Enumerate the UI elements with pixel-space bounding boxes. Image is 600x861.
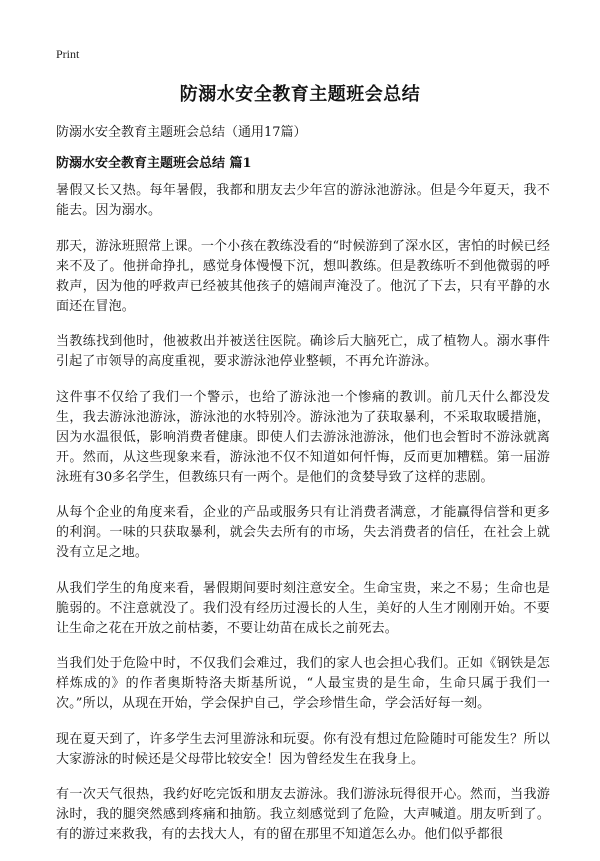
paragraph-9: 有一次天气很热，我约好吃完饭和朋友去游泳。我们游泳玩得很开心。然而，当我游泳时，我的腿突然感到疼痛和抽筋。我立刻感觉到了危险，大声喊道。朋友听到了。有的游过来救我，有的去找大人，有的留在那里不知道怎么办。他们似乎都很 [56, 787, 550, 842]
article-body [56, 181, 550, 861]
paragraph-8: 现在夏天到了，许多学生去河里游泳和玩耍。你有没有想过危险随时可能发生？所以大家游泳的时候还是父母带比较安全！因为曾经发生在我身上。 [56, 731, 550, 767]
paragraph-3: 当教练找到他时，他被救出并被送往医院。确诊后大脑死亡，成了植物人。溺水事件引起了市领导的高度重视，要求游泳池停业整顿，不再允许游泳。 [56, 334, 550, 369]
paragraph-4: 这件事不仅给了我们一个警示，也给了游泳池一个惨痛的教训。前几天什么都没发生，我去游泳池游泳，游泳池的水特别冷。游泳池为了获取暴利，不采取取暖措施，因为水温很低，影响消费者健康。即使人们去游泳池游泳，他们也会暂时不游泳就离开。然而，从这些现象来看，游泳池不仅不知道如何忏悔，反而更加糟糕。第一届游泳班有30多名学生，但教练只有一两个。是他们的贪婪导致了这样的悲剧。 [56, 389, 550, 485]
paragraph-5: 从每个企业的角度来看，企业的产品或服务只有让消费者满意，才能赢得信誉和更多的利润。一味的只获取暴利，就会失去所有的市场，失去消费者的信任，在社会上就没有立足之地。 [56, 505, 550, 560]
paragraph-1: 暑假又长又热。每年暑假，我都和朋友去少年宫的游泳池游泳。但是今年夏天，我不能去。因为溺水。 [56, 183, 550, 218]
page-title: 防溺水安全教育主题班会总结 [179, 84, 421, 105]
paragraph-6: 从我们学生的角度来看，暑假期间要时刻注意安全。生命宝贵，来之不易；生命也是脆弱的。不注意就没了。我们没有经历过漫长的人生，美好的人生才刚刚开始。不要让生命之花在开放之前枯萎，不要让幼苗在成长之前死去。 [56, 580, 550, 636]
document-subtitle: 防溺水安全教育主题班会总结（通用17篇） [56, 125, 307, 140]
paragraph-7: 当我们处于危险中时，不仅我们会难过，我们的家人也会担心我们。正如《钢铁是怎样炼成的》的作者奥斯特洛夫斯基所说，“人最宝贵的是生命，生命只属于我们一次。”所以，从现在开始，学会保护自己，学会珍惜生命，学会活好每一刻。 [56, 656, 550, 711]
paragraph-2: 那天，游泳班照常上课。一个小孩在教练没看的“时候游到了深水区，害怕的时候已经来不及了。他拼命挣扎，感觉身体慢慢下沉，想叫教练。但是教练听不到他微弱的呼救声，因为他的呼救声已经被其他孩子的嬉闹声淹没了。他沉了下去，只有平静的水面还在冒泡。 [56, 238, 550, 314]
print-link[interactable]: Print [56, 47, 80, 61]
section-heading: 防溺水安全教育主题班会总结 篇1 [56, 156, 252, 171]
